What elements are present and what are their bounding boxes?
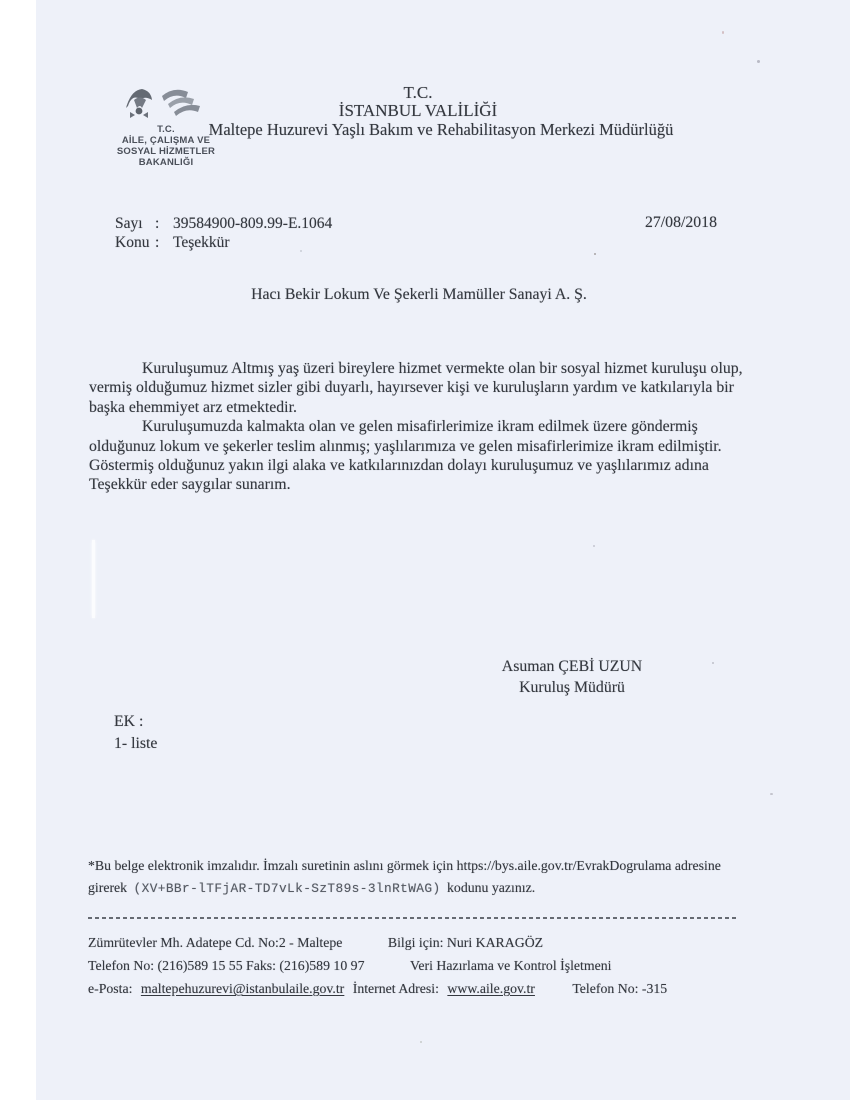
footer-web-label: İnternet Adresi: [352, 981, 439, 996]
verification-code: (XV+BBr-lTFjAR-TD7vLk-SzT89s-3lnRtWAG) [133, 880, 441, 896]
attachment-label: EK : [114, 713, 144, 730]
konu-label: Konu [115, 234, 150, 251]
footer-email-label: e-Posta: [88, 981, 133, 996]
attachment-item: 1- liste [114, 734, 158, 752]
logo-caption-line: AİLE, ÇALIŞMA VE [121, 135, 211, 146]
footer-phone-fax: Telefon No: (216)589 15 55 Faks: (216)589 10 97 [88, 958, 365, 973]
reference-block [115, 214, 332, 252]
sayi-row [115, 214, 332, 233]
footer-phone-secondary: Telefon No: -315 [572, 981, 668, 996]
recipient-line: Hacı Bekir Lokum Ve Şekerli Mamüller Sanayi A. Ş. [251, 286, 587, 303]
letterhead-governorship: İSTANBUL VALİLİĞİ [338, 101, 498, 120]
logo-caption-line: T.C. [157, 124, 175, 135]
signature-name: Asuman ÇEBİ UZUN [501, 658, 643, 675]
body-paragraph-2: Kuruluşumuzda kalmakta olan ve gelen misafirlerimize ikram edilmek üzere göndermiş olduğunuz lokum ve şekerler teslim alınmış; yaşlılarımıza ve gelen misafirlerimize ikram edilmiştir. Göstermiş olduğunuz yakın ilgi alaka ve katkılarınızdan dolayı kuruluşumuz ve yaşlılarımız adına Teşekkür eder saygılar sunarım. [89, 418, 722, 494]
body-paragraph-1: Kuruluşumuz Altmış yaş üzeri bireylere hizmet vermekte olan bir sosyal hizmet kuruluşu olup, vermiş olduğumuz hizmet sizler gibi duyarlı, hayırsever kişi ve kuruluşların yardım ve katkılarıyla bir başka ehemmiyet arz etmektedir. [89, 360, 743, 416]
letterhead [36, 84, 800, 139]
logo-caption-line: BAKANLIĞI [138, 157, 194, 168]
signature-title: Kuruluş Müdürü [519, 679, 625, 696]
signature-block [460, 656, 684, 698]
konu-colon: : [155, 234, 160, 251]
letter-body [89, 359, 749, 495]
letterhead-directorate: Maltepe Huzurevi Yaşlı Bakım ve Rehabilitasyon Merkezi Müdürlüğü [208, 120, 674, 139]
footer-address: Zümrütevler Mh. Adatepe Cd. No:2 - Maltepe [88, 935, 343, 950]
sayi-value: 39584900-809.99-E.1064 [173, 215, 333, 232]
konu-value: Teşekkür [173, 234, 230, 251]
footer-contact-person: Bilgi için: Nuri KARAGÖZ [387, 935, 544, 950]
paper-crease [92, 540, 95, 618]
sayi-label: Sayı [115, 215, 143, 232]
dashed-divider [88, 917, 736, 919]
footer-contact-block [88, 931, 778, 1000]
verification-footnote [88, 855, 760, 899]
sayi-colon: : [155, 215, 160, 232]
footer-line-2 [88, 954, 778, 977]
attachments-block [114, 711, 157, 754]
footer-department: Veri Hazırlama ve Kontrol İşletmeni [409, 958, 612, 973]
logo-caption-line: SOSYAL HİZMETLER [116, 146, 216, 157]
footer-line-1 [88, 931, 778, 954]
footer-web-link[interactable]: www.aile.gov.tr [447, 981, 535, 996]
verification-text-before: *Bu belge elektronik imzalıdır. İmzalı suretinin aslını görmek için https://bys.aile.gov.tr/EvrakDogrulama adresine girerek [88, 858, 721, 895]
letterhead-tc: T.C. [403, 83, 433, 102]
letter-date: 27/08/2018 [645, 214, 717, 231]
verification-text-after: kodunu yazınız. [447, 879, 536, 895]
footer-email-link[interactable]: maltepehuzurevi@istanbulaile.gov.tr [140, 981, 345, 996]
footer-line-3 [88, 977, 778, 1000]
